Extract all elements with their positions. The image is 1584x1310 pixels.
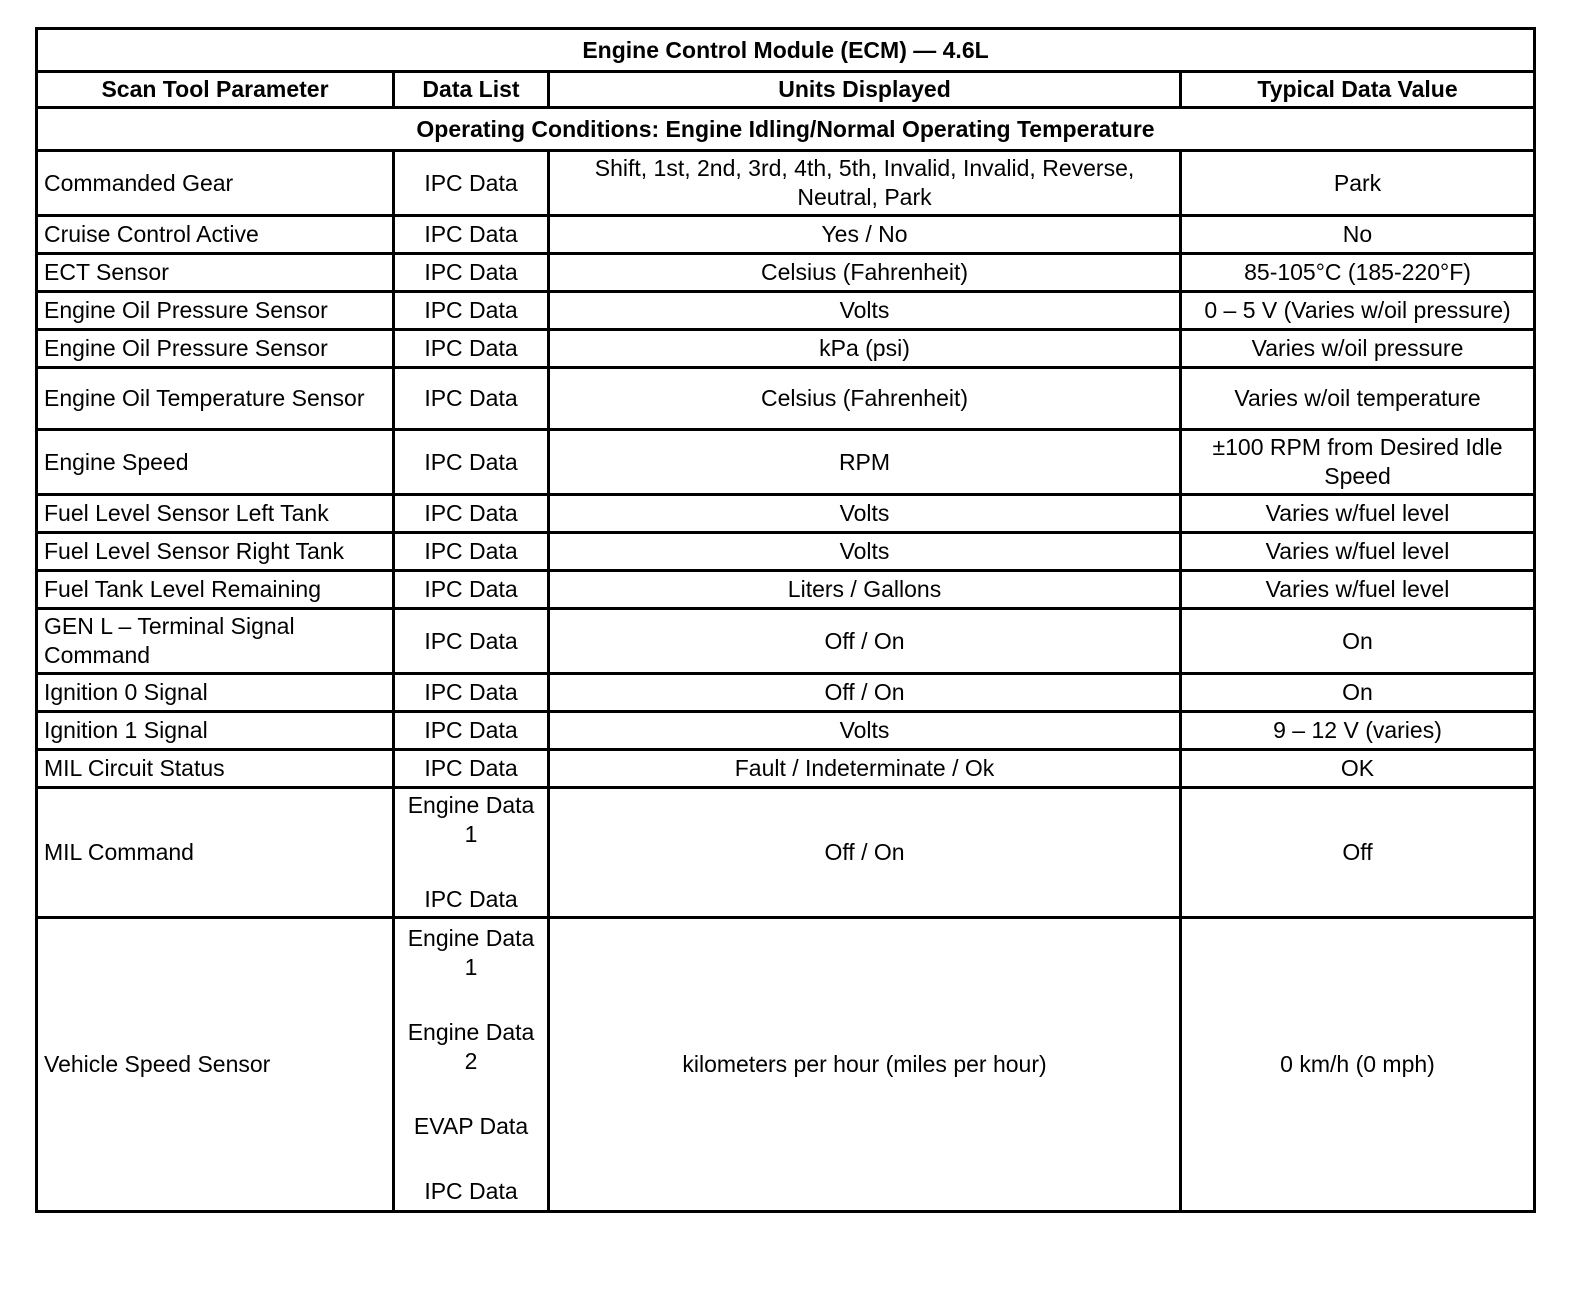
cell-typical-value: On (1181, 609, 1535, 674)
cell-units: Off / On (549, 609, 1181, 674)
cell-data-list (394, 533, 549, 571)
cell-data-list (394, 750, 549, 788)
table-row (37, 712, 1535, 750)
cell-typical-value: Park (1181, 151, 1535, 216)
data-list-entry: IPC Data (424, 500, 518, 526)
cell-units: Celsius (Fahrenheit) (549, 254, 1181, 292)
table-row (37, 750, 1535, 788)
data-list-entry: IPC Data (424, 1177, 518, 1204)
table-row (37, 609, 1535, 674)
cell-units: Volts (549, 533, 1181, 571)
cell-data-list (394, 788, 549, 918)
data-list-entry: IPC Data (424, 297, 518, 323)
title-row (37, 29, 1535, 72)
data-list-entry: IPC Data (424, 448, 518, 475)
cell-parameter: Ignition 1 Signal (37, 712, 394, 750)
cell-data-list (394, 330, 549, 368)
cell-typical-value: Off (1181, 788, 1535, 918)
table-body (37, 151, 1535, 1212)
header-units: Units Displayed (549, 72, 1181, 108)
header-parameter: Scan Tool Parameter (37, 72, 394, 108)
cell-parameter: MIL Command (37, 788, 394, 918)
cell-units: Celsius (Fahrenheit) (549, 368, 1181, 430)
table-row (37, 368, 1535, 430)
cell-parameter: GEN L – Terminal Signal Command (37, 609, 394, 674)
cell-data-list (394, 712, 549, 750)
cell-units: Volts (549, 292, 1181, 330)
cell-parameter: Engine Speed (37, 430, 394, 495)
cell-data-list (394, 609, 549, 674)
cell-parameter: Vehicle Speed Sensor (37, 918, 394, 1212)
cell-units: Fault / Indeterminate / Ok (549, 750, 1181, 788)
data-list-spacer (401, 1141, 541, 1177)
cell-data-list (394, 151, 549, 216)
header-typical-value: Typical Data Value (1181, 72, 1535, 108)
section-heading: Operating Conditions: Engine Idling/Normal Operating Temperature (37, 108, 1535, 151)
table-row (37, 216, 1535, 254)
cell-parameter: Ignition 0 Signal (37, 674, 394, 712)
cell-parameter: Fuel Tank Level Remaining (37, 571, 394, 609)
cell-units: Off / On (549, 788, 1181, 918)
data-list-entry: IPC Data (424, 259, 518, 285)
data-list-entry: IPC Data (424, 886, 518, 912)
data-list-entry: Engine Data 1 (407, 792, 535, 847)
cell-typical-value: 0 km/h (0 mph) (1181, 918, 1535, 1212)
cell-data-list (394, 254, 549, 292)
table-row (37, 254, 1535, 292)
data-list-spacer (401, 849, 541, 885)
cell-parameter: ECT Sensor (37, 254, 394, 292)
data-list-spacer (401, 982, 541, 1018)
section-row (37, 108, 1535, 151)
cell-data-list (394, 430, 549, 495)
table-title: Engine Control Module (ECM) — 4.6L (37, 29, 1535, 72)
data-list-entry: IPC Data (424, 169, 518, 196)
table-row (37, 292, 1535, 330)
cell-typical-value: ±100 RPM from Desired Idle Speed (1181, 430, 1535, 495)
table-row (37, 151, 1535, 216)
cell-data-list (394, 368, 549, 430)
cell-units: kilometers per hour (miles per hour) (549, 918, 1181, 1212)
data-list-entry: IPC Data (424, 221, 518, 247)
cell-typical-value: Varies w/fuel level (1181, 571, 1535, 609)
cell-typical-value: 0 – 5 V (Varies w/oil pressure) (1181, 292, 1535, 330)
data-list-entry: IPC Data (424, 627, 518, 654)
table-row (37, 533, 1535, 571)
cell-typical-value: Varies w/fuel level (1181, 495, 1535, 533)
header-data-list: Data List (394, 72, 549, 108)
data-list-entry: Engine Data 1 (407, 924, 535, 980)
cell-units: Yes / No (549, 216, 1181, 254)
table-row (37, 495, 1535, 533)
cell-data-list (394, 495, 549, 533)
cell-parameter: Engine Oil Pressure Sensor (37, 292, 394, 330)
table-row (37, 571, 1535, 609)
cell-parameter: Fuel Level Sensor Right Tank (37, 533, 394, 571)
data-list-entry: IPC Data (424, 538, 518, 564)
header-row (37, 72, 1535, 108)
cell-typical-value: Varies w/fuel level (1181, 533, 1535, 571)
cell-typical-value: OK (1181, 750, 1535, 788)
cell-data-list (394, 216, 549, 254)
cell-data-list (394, 918, 549, 1212)
cell-typical-value: 85-105°C (185-220°F) (1181, 254, 1535, 292)
cell-parameter: Engine Oil Temperature Sensor (37, 368, 394, 430)
data-list-entry: Engine Data 2 (407, 1018, 535, 1074)
cell-parameter: Engine Oil Pressure Sensor (37, 330, 394, 368)
table-row (37, 674, 1535, 712)
table-row (37, 788, 1535, 918)
cell-typical-value: On (1181, 674, 1535, 712)
table-row (37, 430, 1535, 495)
cell-units: Volts (549, 712, 1181, 750)
data-list-entry: IPC Data (424, 335, 518, 361)
cell-parameter: MIL Circuit Status (37, 750, 394, 788)
cell-parameter: Fuel Level Sensor Left Tank (37, 495, 394, 533)
table-row (37, 330, 1535, 368)
ecm-data-table (35, 27, 1536, 1213)
table-row (37, 918, 1535, 1212)
cell-data-list (394, 292, 549, 330)
cell-units: Shift, 1st, 2nd, 3rd, 4th, 5th, Invalid, Invalid, Reverse, Neutral, Park (549, 151, 1181, 216)
cell-typical-value: 9 – 12 V (varies) (1181, 712, 1535, 750)
cell-parameter: Cruise Control Active (37, 216, 394, 254)
data-list-spacer (401, 1076, 541, 1112)
data-list-entry: EVAP Data (413, 1112, 529, 1139)
cell-units: RPM (549, 430, 1181, 495)
data-list-entry: IPC Data (424, 385, 518, 411)
cell-units: Volts (549, 495, 1181, 533)
data-list-entry: IPC Data (424, 717, 518, 743)
cell-typical-value: Varies w/oil pressure (1181, 330, 1535, 368)
cell-data-list (394, 674, 549, 712)
cell-units: kPa (psi) (549, 330, 1181, 368)
cell-data-list (394, 571, 549, 609)
cell-typical-value: Varies w/oil temperature (1181, 368, 1535, 430)
data-list-entry: IPC Data (424, 576, 518, 602)
cell-typical-value: No (1181, 216, 1535, 254)
cell-units: Off / On (549, 674, 1181, 712)
cell-parameter: Commanded Gear (37, 151, 394, 216)
data-list-entry: IPC Data (424, 755, 518, 781)
cell-units: Liters / Gallons (549, 571, 1181, 609)
data-list-entry: IPC Data (424, 679, 518, 705)
